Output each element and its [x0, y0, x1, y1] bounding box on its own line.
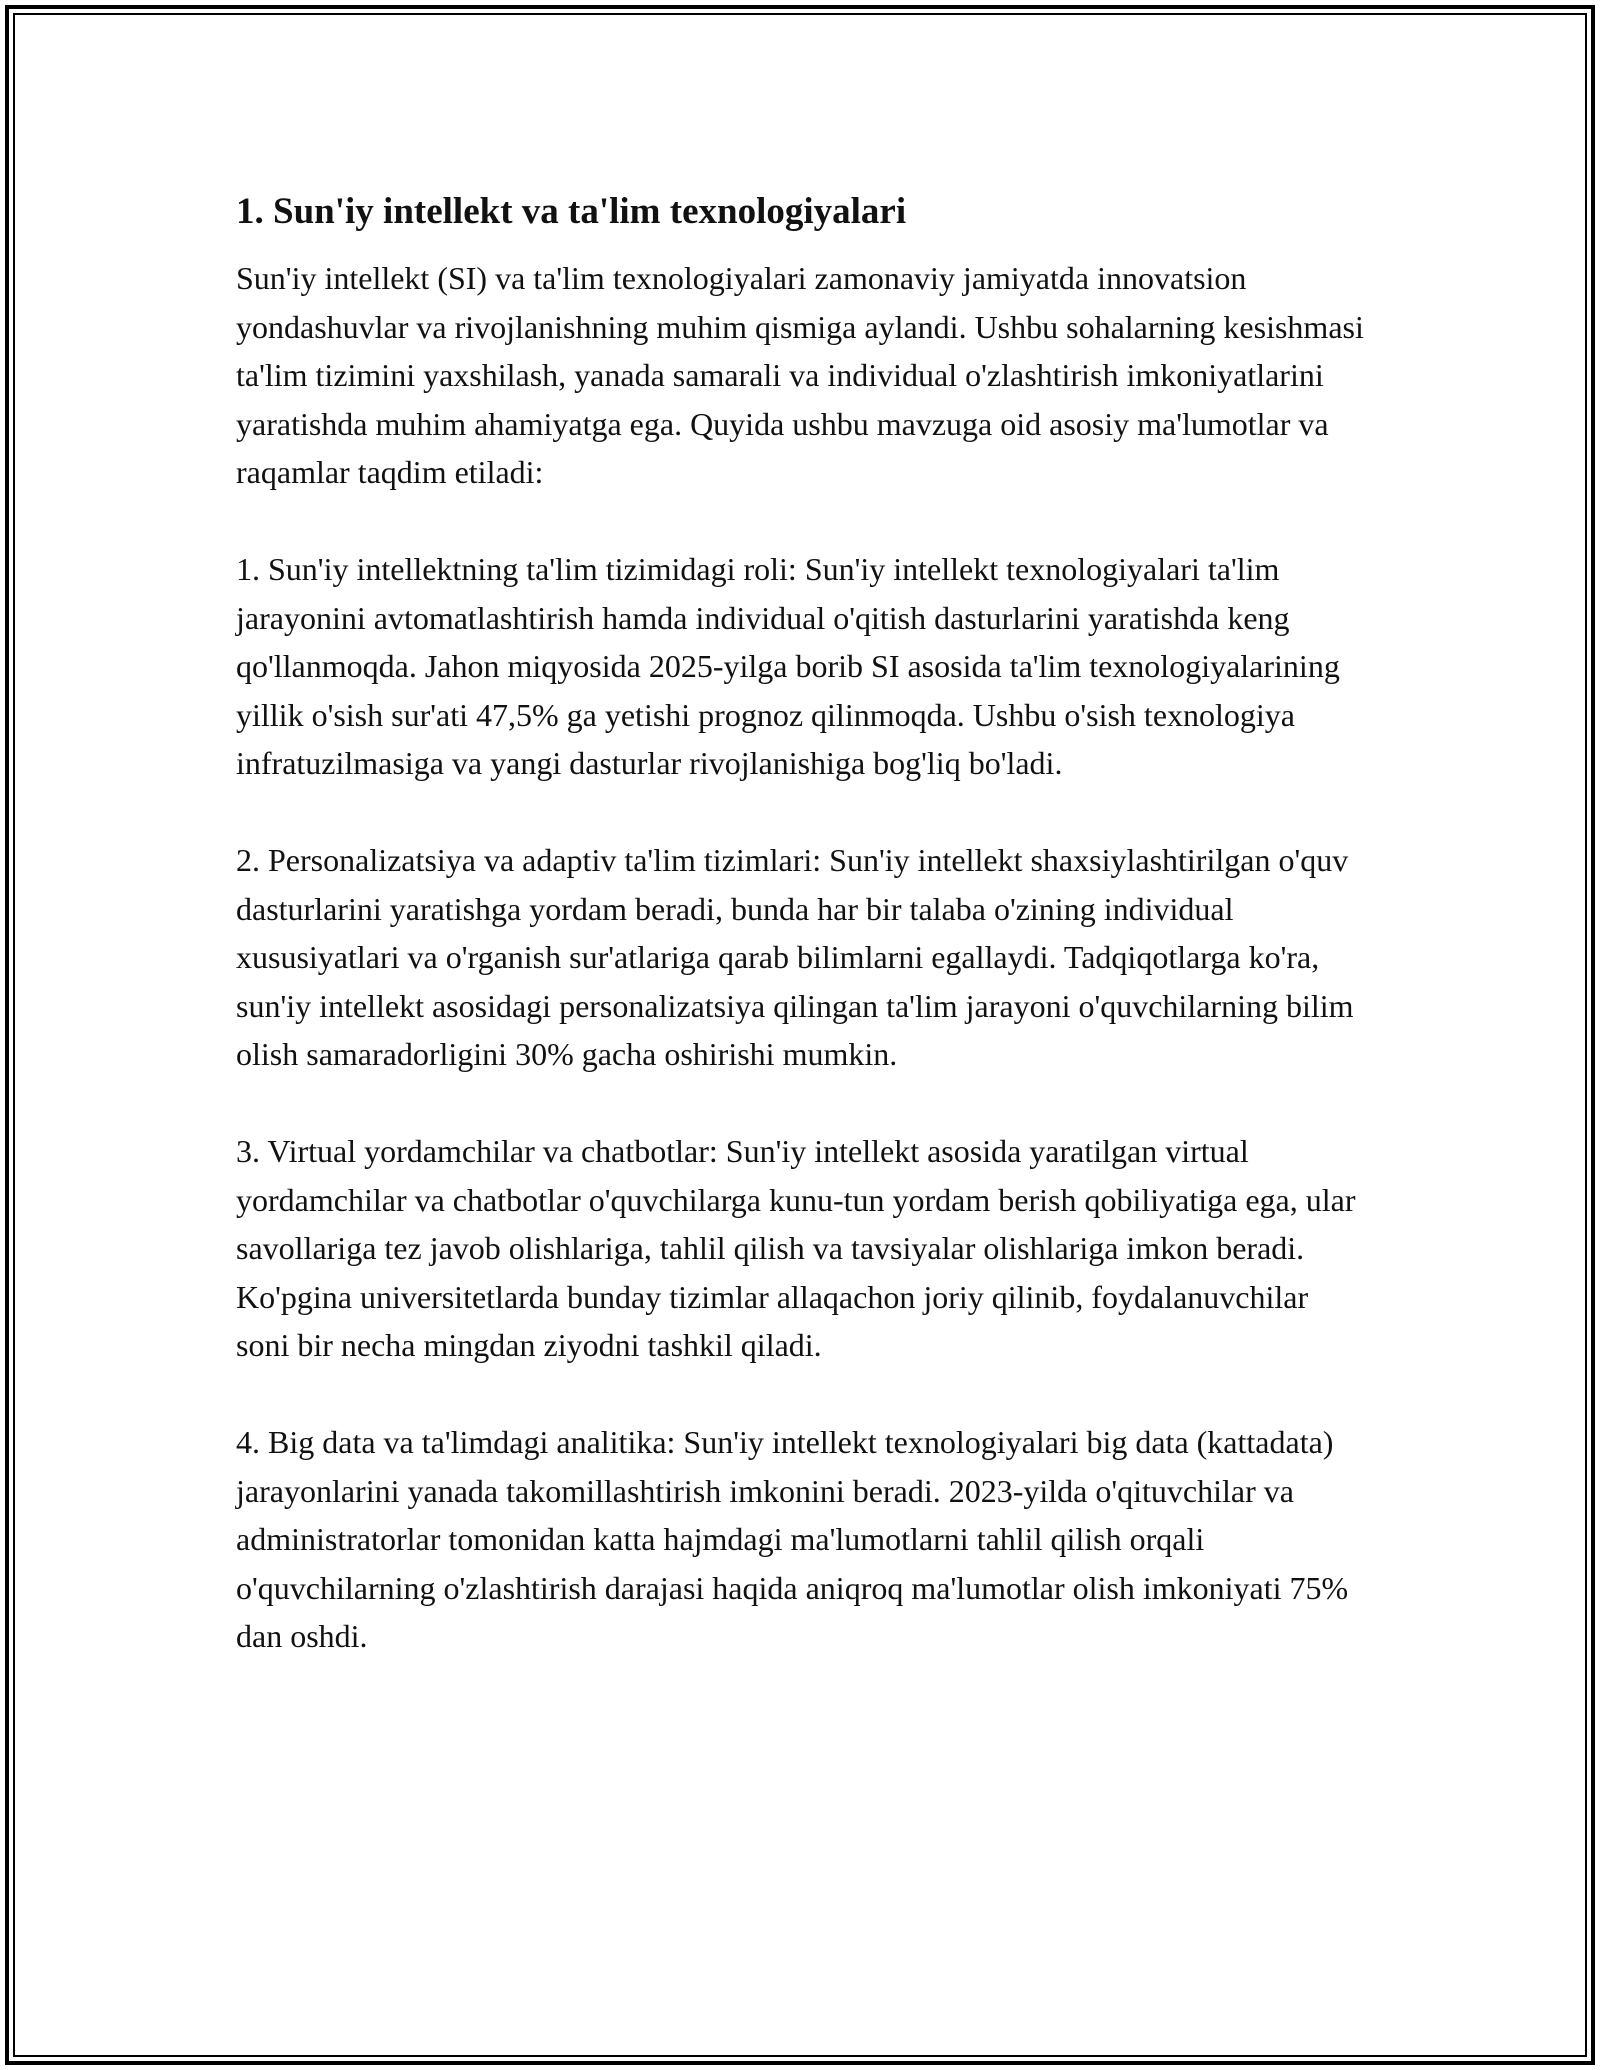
paragraph-ai-role: 1. Sun'iy intellektning ta'lim tizimidagi roli: Sun'iy intellekt texnologiyalari ta'lim jarayonini avtomatlashtirish hamda individual o'qitish dasturlarini yaratishda keng qo'llanmoqda. Jahon miqyosida 2025-yilga borib SI asosida ta'lim texnologiyalarining yillik o'sish sur'ati 47,5% ga yetishi prognoz qilinmoqda. Ushbu o'sish texnologiya infratuzilmasiga va yangi dasturlar rivojlanishiga bog'liq bo'ladi. — [236, 551, 1340, 781]
document-body — [236, 186, 1366, 1709]
paragraph-virtual-assistants: 3. Virtual yordamchilar va chatbotlar: Sun'iy intellekt asosida yaratilgan virtual yordamchilar va chatbotlar o'quvchilarga kunu-tun yordam berish qobiliyatiga ega, ular savollariga tez javob olishlariga, tahlil qilish va tavsiyalar olishlariga imkon beradi. Ko'pgina universitetlarda bunday tizimlar allaqachon joriy qilinib, foydalanuvchilar soni bir necha mingdan ziyodni tashkil qiladi. — [236, 1133, 1356, 1363]
paragraph-big-data: 4. Big data va ta'limdagi analitika: Sun'iy intellekt texnologiyalari big data (kattadata) jarayonlarini yanada takomillashtirish imkonini beradi. 2023-yilda o'qituvchilar va administratorlar tomonidan katta hajmdagi ma'lumotlarni tahlil qilish orqali o'quvchilarning o'zlashtirish darajasi haqida aniqroq ma'lumotlar olish imkoniyati 75% dan oshdi. — [236, 1424, 1349, 1654]
paragraph-intro: Sun'iy intellekt (SI) va ta'lim texnologiyalari zamonaviy jamiyatda innovatsion yondashuvlar va rivojlanishning muhim qismiga aylandi. Ushbu sohalarning kesishmasi ta'lim tizimini yaxshilash, yanada samarali va individual o'zlashtirish imkoniyatlarini yaratishda muhim ahamiyatga ega. Quyida ushbu mavzuga oid asosiy ma'lumotlar va raqamlar taqdim etiladi: — [236, 260, 1364, 490]
document-title: 1. Sun'iy intellekt va ta'lim texnologiyalari — [236, 191, 907, 232]
paragraph-personalization: 2. Personalizatsiya va adaptiv ta'lim tizimlari: Sun'iy intellekt shaxsiylashtirilgan o'quv dasturlarini yaratishga yordam beradi, bunda har bir talaba o'zining individual xususiyatlari va o'rganish sur'atlariga qarab bilimlarni egallaydi. Tadqiqotlarga ko'ra, sun'iy intellekt asosidagi personalizatsiya qilingan ta'lim jarayoni o'quvchilarning bilim olish samaradorligini 30% gacha oshirishi mumkin. — [236, 842, 1354, 1072]
